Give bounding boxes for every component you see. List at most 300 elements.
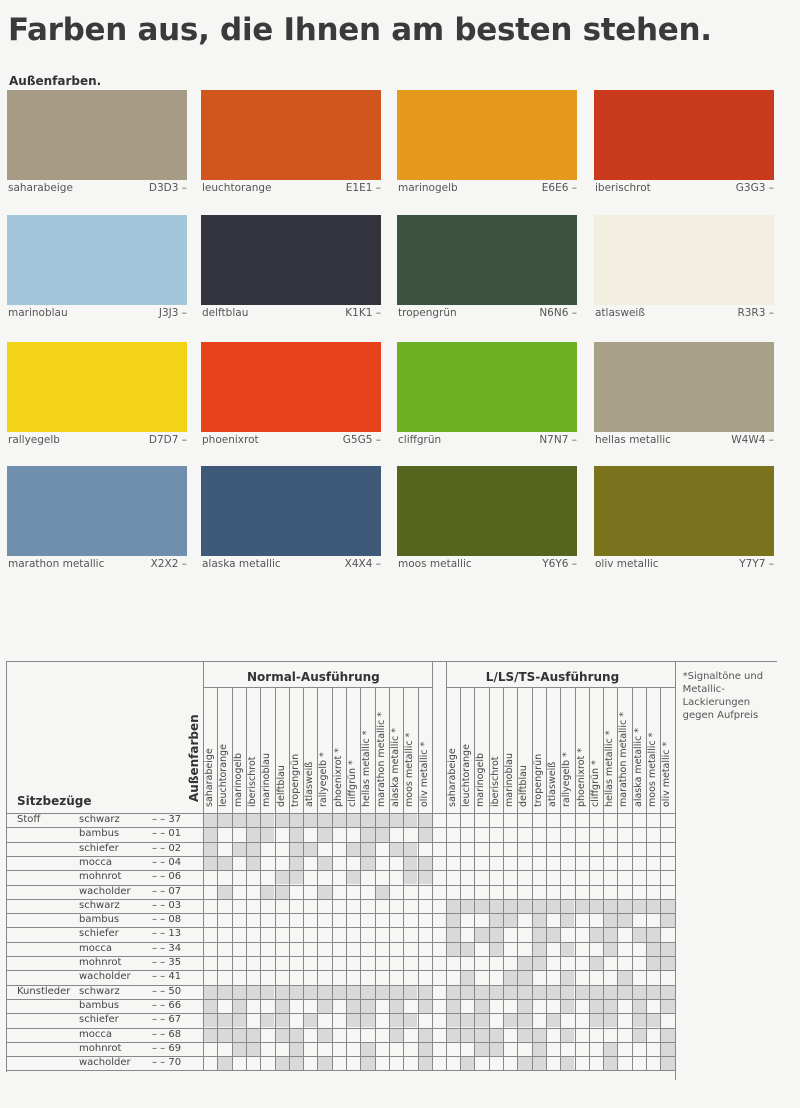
- normal-available-cell: [361, 843, 374, 856]
- lts-available-cell: [547, 928, 560, 941]
- upholstery-name: bambus: [79, 999, 120, 1011]
- upholstery-code: – – 06: [152, 871, 182, 883]
- lts-available-cell: [447, 1014, 460, 1027]
- normal-column-header: marathon metallic *: [375, 712, 387, 807]
- swatch-name: marathon metallic: [8, 558, 105, 570]
- normal-available-cell: [318, 814, 331, 827]
- normal-column-header: delftblau: [275, 765, 287, 807]
- lts-column-header: cliffgrün *: [589, 760, 601, 807]
- normal-available-cell: [290, 1043, 303, 1056]
- upholstery-code: – – 13: [152, 928, 182, 940]
- normal-available-cell: [419, 1029, 432, 1042]
- normal-available-cell: [261, 1014, 274, 1027]
- normal-available-cell: [290, 986, 303, 999]
- normal-column-header: rallyegelb *: [318, 752, 330, 807]
- swatch-name: moos metallic: [398, 558, 472, 570]
- normal-available-cell: [218, 1029, 231, 1042]
- lts-available-cell: [490, 1043, 503, 1056]
- color-swatch: [594, 90, 774, 180]
- swatch-code: R3R3 –: [737, 307, 774, 319]
- normal-available-cell: [218, 1057, 231, 1070]
- lts-available-cell: [490, 943, 503, 956]
- normal-available-cell: [304, 986, 317, 999]
- normal-available-cell: [404, 843, 417, 856]
- lts-available-cell: [447, 1029, 460, 1042]
- normal-available-cell: [419, 857, 432, 870]
- normal-available-cell: [404, 814, 417, 827]
- lts-available-cell: [633, 900, 646, 913]
- upholstery-name: bambus: [79, 914, 120, 926]
- normal-available-cell: [347, 814, 360, 827]
- normal-available-cell: [333, 814, 346, 827]
- color-swatch: [201, 215, 381, 305]
- swatch-name: tropengrün: [398, 307, 457, 319]
- upholstery-name: schwarz: [79, 899, 120, 911]
- normal-available-cell: [247, 814, 260, 827]
- lts-available-cell: [604, 986, 617, 999]
- lts-column-header: moos metallic *: [647, 732, 658, 807]
- swatch-code: G3G3 –: [735, 182, 774, 194]
- color-swatch: [7, 342, 187, 432]
- lts-available-cell: [604, 1043, 617, 1056]
- lts-available-cell: [604, 928, 617, 941]
- normal-available-cell: [204, 986, 217, 999]
- normal-available-cell: [419, 1000, 432, 1013]
- swatch-name: phoenixrot: [202, 434, 259, 446]
- lts-available-cell: [647, 986, 660, 999]
- normal-available-cell: [218, 814, 231, 827]
- normal-available-cell: [218, 986, 231, 999]
- normal-available-cell: [276, 814, 289, 827]
- lts-available-cell: [647, 1014, 660, 1027]
- normal-available-cell: [333, 986, 346, 999]
- normal-available-cell: [404, 1014, 417, 1027]
- lts-available-cell: [661, 1000, 674, 1013]
- upholstery-name: wacholder: [79, 1057, 131, 1069]
- upholstery-code: – – 37: [152, 814, 182, 825]
- lts-available-cell: [604, 1000, 617, 1013]
- lts-available-cell: [576, 986, 589, 999]
- swatch-name: oliv metallic: [595, 558, 659, 570]
- color-swatch: [7, 466, 187, 556]
- normal-available-cell: [276, 986, 289, 999]
- lts-column-header: hellas metallic *: [604, 730, 616, 807]
- normal-execution-heading: Normal-Ausführung: [247, 670, 380, 684]
- normal-available-cell: [218, 857, 231, 870]
- normal-available-cell: [318, 828, 331, 841]
- normal-available-cell: [390, 814, 403, 827]
- lts-available-cell: [661, 943, 674, 956]
- normal-available-cell: [233, 1014, 246, 1027]
- lts-available-cell: [604, 900, 617, 913]
- upholstery-code: – – 07: [152, 885, 182, 897]
- normal-available-cell: [361, 828, 374, 841]
- normal-available-cell: [390, 843, 403, 856]
- lts-available-cell: [604, 943, 617, 956]
- lts-available-cell: [533, 1043, 546, 1056]
- normal-available-cell: [276, 1014, 289, 1027]
- lts-available-cell: [475, 986, 488, 999]
- color-swatch-card: [7, 342, 187, 448]
- normal-available-cell: [276, 1029, 289, 1042]
- normal-available-cell: [290, 814, 303, 827]
- lts-column-header: leuchtorange: [461, 744, 473, 807]
- upholstery-code: – – 70: [152, 1057, 182, 1069]
- lts-available-cell: [547, 986, 560, 999]
- column-line: [675, 687, 676, 1070]
- lts-available-cell: [561, 943, 574, 956]
- lts-available-cell: [518, 1000, 531, 1013]
- upholstery-code: – – 03: [152, 899, 182, 911]
- lts-available-cell: [533, 986, 546, 999]
- swatch-code: G5G5 –: [342, 434, 381, 446]
- normal-column-header: iberischrot: [246, 756, 258, 807]
- color-swatch: [594, 215, 774, 305]
- lts-available-cell: [661, 1043, 674, 1056]
- color-swatch-card: [201, 466, 381, 572]
- normal-available-cell: [361, 986, 374, 999]
- normal-available-cell: [347, 843, 360, 856]
- lts-available-cell: [618, 914, 631, 927]
- lts-available-cell: [490, 914, 503, 927]
- lts-column-header: atlasweiß: [546, 761, 558, 807]
- lts-available-cell: [590, 900, 603, 913]
- upholstery-code: – – 69: [152, 1042, 182, 1054]
- lts-available-cell: [447, 900, 460, 913]
- normal-available-cell: [204, 1000, 217, 1013]
- upholstery-name: schiefer: [79, 1014, 119, 1026]
- lts-column-header: marinoblau: [504, 753, 515, 807]
- normal-column-header: leuchtorange: [218, 744, 230, 807]
- normal-available-cell: [419, 1043, 432, 1056]
- lts-available-cell: [461, 986, 474, 999]
- lts-available-cell: [604, 914, 617, 927]
- upholstery-code: – – 04: [152, 856, 182, 868]
- lts-available-cell: [533, 957, 546, 970]
- lts-column-header: marathon metallic *: [618, 712, 630, 807]
- normal-available-cell: [419, 871, 432, 884]
- normal-available-cell: [233, 1043, 246, 1056]
- normal-available-cell: [318, 1000, 331, 1013]
- lts-available-cell: [490, 986, 503, 999]
- upholstery-name: mohnrot: [79, 871, 122, 883]
- color-swatch-card: [594, 466, 774, 572]
- normal-available-cell: [261, 814, 274, 827]
- normal-available-cell: [347, 986, 360, 999]
- normal-available-cell: [347, 871, 360, 884]
- upholstery-name: wacholder: [79, 971, 131, 983]
- lts-column-header: tropengrün: [532, 753, 544, 807]
- color-swatch-card: [7, 466, 187, 572]
- lts-available-cell: [647, 928, 660, 941]
- lts-available-cell: [561, 900, 574, 913]
- normal-available-cell: [318, 857, 331, 870]
- lts-available-cell: [547, 900, 560, 913]
- swatch-name: alaska metallic: [202, 558, 281, 570]
- lts-available-cell: [633, 1000, 646, 1013]
- normal-column-header: alaska metallic *: [389, 728, 401, 807]
- surcharge-note: *Signaltöne und Metallic-Lackierungen gegen Aufpreis: [682, 671, 764, 721]
- swatch-code: E6E6 –: [541, 182, 577, 194]
- swatch-code: Y6Y6 –: [542, 558, 577, 570]
- lts-available-cell: [461, 1014, 474, 1027]
- normal-column-header: saharabeige: [204, 748, 215, 807]
- color-swatch: [201, 342, 381, 432]
- lts-available-cell: [475, 1014, 488, 1027]
- color-swatch: [594, 342, 774, 432]
- color-swatch: [7, 215, 187, 305]
- lts-available-cell: [590, 928, 603, 941]
- lts-available-cell: [661, 1029, 674, 1042]
- lts-available-cell: [633, 1029, 646, 1042]
- upholstery-code: – – 50: [152, 985, 182, 997]
- color-swatch: [397, 466, 577, 556]
- normal-available-cell: [390, 1029, 403, 1042]
- normal-available-cell: [404, 857, 417, 870]
- color-swatch-card: [201, 215, 381, 321]
- lts-available-cell: [475, 1043, 488, 1056]
- lts-available-cell: [518, 1014, 531, 1027]
- upholstery-group: Stoff: [17, 814, 41, 825]
- swatch-name: marinoblau: [8, 307, 68, 319]
- lts-available-cell: [633, 1014, 646, 1027]
- normal-available-cell: [261, 886, 274, 899]
- swatch-code: X2X2 –: [150, 558, 187, 570]
- normal-column-header: phoenixrot *: [332, 748, 344, 807]
- color-swatch: [594, 466, 774, 556]
- upholstery-name: schwarz: [79, 814, 120, 825]
- lts-available-cell: [475, 1029, 488, 1042]
- normal-available-cell: [233, 1029, 246, 1042]
- swatch-code: N7N7 –: [539, 434, 577, 446]
- upholstery-code: – – 67: [152, 1014, 182, 1026]
- upholstery-code: – – 66: [152, 999, 182, 1011]
- lts-available-cell: [576, 900, 589, 913]
- normal-column-header: cliffgrün *: [347, 760, 358, 807]
- lts-available-cell: [661, 986, 674, 999]
- normal-available-cell: [290, 857, 303, 870]
- lts-column-header: phoenixrot *: [575, 748, 587, 807]
- normal-available-cell: [204, 828, 217, 841]
- normal-available-cell: [318, 886, 331, 899]
- normal-available-cell: [204, 857, 217, 870]
- normal-available-cell: [404, 986, 417, 999]
- color-swatch-card: [594, 90, 774, 196]
- swatch-name: saharabeige: [8, 182, 73, 194]
- normal-available-cell: [261, 986, 274, 999]
- lts-available-cell: [661, 914, 674, 927]
- lts-available-cell: [590, 1000, 603, 1013]
- normal-available-cell: [247, 857, 260, 870]
- normal-available-cell: [261, 828, 274, 841]
- normal-column-header: atlasweiß: [304, 761, 316, 807]
- lts-available-cell: [504, 1014, 517, 1027]
- normal-available-cell: [361, 814, 374, 827]
- upholstery-code: – – 01: [152, 828, 182, 840]
- normal-available-cell: [218, 1014, 231, 1027]
- lts-available-cell: [461, 1057, 474, 1070]
- swatch-name: hellas metallic: [595, 434, 671, 446]
- normal-column-header: marinogelb: [232, 753, 244, 807]
- lts-available-cell: [490, 900, 503, 913]
- color-swatch-card: [7, 90, 187, 196]
- lts-available-cell: [504, 914, 517, 927]
- upholstery-name: bambus: [79, 828, 120, 840]
- upholstery-name: mohnrot: [79, 1042, 122, 1054]
- upholstery-name: mocca: [79, 1028, 112, 1040]
- normal-available-cell: [276, 1000, 289, 1013]
- lts-available-cell: [504, 986, 517, 999]
- normal-available-cell: [233, 986, 246, 999]
- lts-column-header: saharabeige: [446, 748, 458, 807]
- normal-available-cell: [204, 1014, 217, 1027]
- lts-available-cell: [661, 900, 674, 913]
- upholstery-name: schiefer: [79, 928, 119, 940]
- upholstery-name: mohnrot: [79, 957, 122, 968]
- swatch-name: cliffgrün: [398, 434, 442, 446]
- normal-available-cell: [376, 886, 389, 899]
- lts-available-cell: [447, 1000, 460, 1013]
- color-swatch: [7, 90, 187, 180]
- lts-available-cell: [604, 1057, 617, 1070]
- upholstery-name: mocca: [79, 856, 112, 868]
- normal-available-cell: [276, 871, 289, 884]
- lts-available-cell: [647, 957, 660, 970]
- lts-available-cell: [633, 986, 646, 999]
- normal-available-cell: [361, 1000, 374, 1013]
- normal-available-cell: [419, 1057, 432, 1070]
- lts-available-cell: [533, 900, 546, 913]
- lts-available-cell: [447, 914, 460, 927]
- normal-available-cell: [204, 814, 217, 827]
- color-swatch-card: [397, 215, 577, 321]
- lts-available-cell: [447, 943, 460, 956]
- lts-column-header: alaska metallic *: [632, 728, 644, 807]
- normal-available-cell: [361, 1043, 374, 1056]
- lts-available-cell: [490, 1029, 503, 1042]
- upholstery-label: Sitzbezüge: [17, 794, 92, 808]
- normal-available-cell: [218, 886, 231, 899]
- lts-available-cell: [533, 943, 546, 956]
- normal-available-cell: [318, 1057, 331, 1070]
- normal-available-cell: [347, 1000, 360, 1013]
- normal-available-cell: [304, 1014, 317, 1027]
- color-swatch-card: [397, 342, 577, 448]
- row-line: [7, 1070, 675, 1071]
- normal-available-cell: [390, 1014, 403, 1027]
- lts-available-cell: [518, 1057, 531, 1070]
- normal-column-header: tropengrün: [289, 753, 301, 807]
- lts-available-cell: [647, 943, 660, 956]
- lts-available-cell: [561, 986, 574, 999]
- color-swatch-card: [201, 342, 381, 448]
- lts-available-cell: [518, 957, 531, 970]
- lts-column-header: marinogelb: [475, 753, 487, 807]
- upholstery-name: schiefer: [79, 842, 119, 854]
- lts-available-cell: [618, 900, 631, 913]
- swatch-name: marinogelb: [398, 182, 458, 194]
- lts-available-cell: [590, 986, 603, 999]
- normal-available-cell: [419, 814, 432, 827]
- lts-available-cell: [618, 986, 631, 999]
- lts-available-cell: [561, 1000, 574, 1013]
- normal-available-cell: [290, 843, 303, 856]
- swatch-name: rallyegelb: [8, 434, 60, 446]
- lts-available-cell: [561, 914, 574, 927]
- lts-column-header: delftblau: [518, 765, 530, 807]
- normal-available-cell: [247, 1029, 260, 1042]
- upholstery-name: mocca: [79, 942, 112, 954]
- page-title: Farben aus, die Ihnen am besten stehen.: [8, 12, 712, 48]
- normal-column-header: marinoblau: [261, 753, 273, 807]
- lts-available-cell: [461, 971, 474, 984]
- normal-available-cell: [276, 1057, 289, 1070]
- lts-column-header: iberischrot: [489, 756, 501, 807]
- swatch-name: iberischrot: [595, 182, 651, 194]
- normal-available-cell: [376, 828, 389, 841]
- normal-available-cell: [390, 1000, 403, 1013]
- lts-available-cell: [604, 1014, 617, 1027]
- color-swatch-card: [594, 215, 774, 321]
- lts-available-cell: [633, 928, 646, 941]
- lts-available-cell: [647, 900, 660, 913]
- normal-available-cell: [276, 886, 289, 899]
- lts-available-cell: [533, 914, 546, 927]
- color-swatch-card: [594, 342, 774, 448]
- lts-available-cell: [533, 928, 546, 941]
- lts-available-cell: [547, 1014, 560, 1027]
- lts-available-cell: [618, 971, 631, 984]
- lts-available-cell: [518, 971, 531, 984]
- normal-available-cell: [347, 1014, 360, 1027]
- swatch-code: D7D7 –: [148, 434, 187, 446]
- color-swatch: [397, 342, 577, 432]
- swatch-code: D3D3 –: [148, 182, 187, 194]
- lts-available-cell: [475, 900, 488, 913]
- normal-column-header: oliv metallic *: [418, 741, 430, 807]
- swatch-code: E1E1 –: [345, 182, 381, 194]
- normal-available-cell: [247, 986, 260, 999]
- lts-available-cell: [518, 900, 531, 913]
- lts-available-cell: [447, 986, 460, 999]
- lts-available-cell: [461, 900, 474, 913]
- upholstery-code: – – 68: [152, 1028, 182, 1040]
- upholstery-code: – – 41: [152, 971, 182, 983]
- lts-available-cell: [561, 1057, 574, 1070]
- upholstery-code: – – 08: [152, 914, 182, 926]
- swatch-code: W4W4 –: [731, 434, 774, 446]
- lts-available-cell: [533, 1057, 546, 1070]
- upholstery-code: – – 34: [152, 942, 182, 954]
- normal-available-cell: [390, 986, 403, 999]
- normal-column-header: hellas metallic *: [361, 730, 373, 807]
- swatch-code: Y7Y7 –: [739, 558, 774, 570]
- exterior-colors-label: Außenfarben: [187, 714, 201, 802]
- upholstery-name: wacholder: [79, 885, 131, 897]
- color-swatch-card: [397, 90, 577, 196]
- color-swatch: [201, 90, 381, 180]
- lts-available-cell: [504, 971, 517, 984]
- normal-available-cell: [204, 843, 217, 856]
- normal-available-cell: [318, 1029, 331, 1042]
- lts-column-header: rallyegelb *: [561, 752, 573, 807]
- normal-available-cell: [204, 1029, 217, 1042]
- lts-available-cell: [590, 1014, 603, 1027]
- color-swatch-card: [397, 466, 577, 572]
- upholstery-group: Kunstleder: [17, 985, 71, 997]
- normal-available-cell: [290, 871, 303, 884]
- lts-column-header: oliv metallic *: [661, 741, 673, 807]
